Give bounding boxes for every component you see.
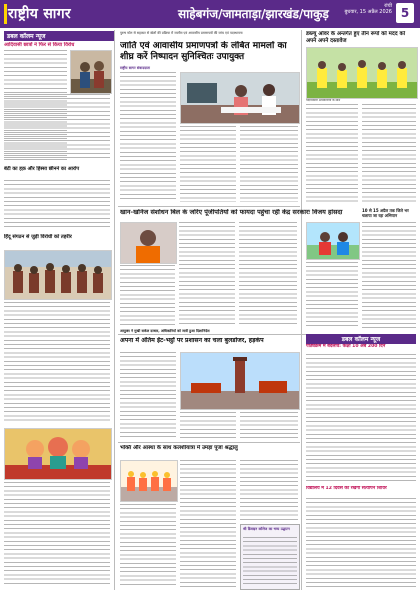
mid-portrait-photo — [120, 222, 177, 264]
lead-photo — [180, 72, 300, 124]
masthead — [0, 0, 420, 28]
right-lower-story1-body — [306, 354, 416, 482]
divider — [118, 442, 300, 443]
right-top-body-col2 — [362, 104, 416, 204]
mid-body-col3 — [239, 222, 297, 325]
date-city: रांची — [384, 3, 392, 9]
right-mid-photo — [306, 222, 360, 260]
lower-side-body-col3 — [240, 460, 298, 520]
right-top-photo — [306, 47, 418, 99]
lower-side-body-col2 — [180, 460, 236, 588]
left-story2-title: बेटी का हक़ और हिस्सा छीनने का आरोप — [4, 166, 80, 172]
left-group-photo — [4, 250, 112, 300]
right-mid-body-col1 — [306, 262, 358, 328]
mid-headline: खान-खनिज संशोधन बिल के जरिए पूंजीपतियों को फायदा पहुंचा रही केंद्र सरकारः विजय हांसदा — [120, 209, 343, 216]
college-ad-body — [243, 537, 297, 587]
left-story2-body — [4, 180, 110, 230]
right-top-body-col1 — [306, 104, 358, 204]
mid-body-col1 — [120, 265, 175, 325]
column-divider — [114, 30, 115, 590]
right-mid-body-col2 — [362, 222, 416, 328]
column-divider — [301, 30, 302, 590]
left-story1-body-cont — [4, 94, 110, 160]
right-lower-story2-body — [306, 498, 416, 588]
lower-body-col2 — [180, 412, 236, 438]
lead-headline: जाति एवं आवासीय प्रमाणपत्रों के लंबित मामलों का शीघ्र करें निष्पादन सुनिश्चितः उपायुक्त — [120, 41, 287, 62]
lead-body-col2 — [180, 126, 236, 202]
left-deity-photo — [4, 428, 112, 480]
college-ad-title: श्री डिवाइन कॉलेज का भव्य उद्घाटन — [243, 527, 290, 531]
left-story1-title: आदिवासी छात्रों ने फिर से किया विरोध — [4, 42, 75, 48]
left-story3-body — [4, 302, 110, 422]
lead-body-col3 — [240, 126, 298, 202]
left-story1-photo — [70, 50, 112, 94]
lower-body-col1 — [120, 352, 176, 438]
divider — [118, 206, 300, 207]
page-number: 5 — [396, 3, 414, 23]
right-mid-headline: 10 से 15 अप्रैल तक जिले भर चलाया जा रहा अभियान — [362, 208, 409, 218]
top-strip-text: पुरुष फोन से सहकार से खेलों की प्रक्रिया में जातीय एवं आवासीय प्रमाणपत्रों की जांच एवं पदस्थापना — [120, 31, 243, 35]
lower-kiln-photo — [180, 352, 300, 410]
lower-headline: अपना में अंतिम ईंट-भट्ठों पर प्रशासन का चला बुलडोजर, हड़कंप — [120, 337, 264, 344]
edition-title: साहेबगंज/जामताड़ा/झारखंड/पाकुड़ — [178, 7, 329, 21]
lower-side-body-col1 — [120, 504, 176, 588]
right-lower-story2-title: विद्यालय में 12 दिवस का रखेगा सत्यापन शिविर — [306, 486, 387, 491]
lead-byline: राष्ट्रीय सागर संवाददाता — [120, 66, 150, 70]
lower-side-headline: भक्ति और आस्था के साथ कलशीयात्रा में उमड़ा पूजा श्रद्धालु — [120, 445, 238, 451]
left-story4-body — [4, 482, 110, 586]
right-top-headline: डब्ल्यू ओवर के अन्तर्गत हुए तीन रूपों को मदद को अपने अपने दस्तावेज — [306, 31, 406, 44]
college-ad-box — [240, 524, 300, 590]
mid-body-col2 — [179, 222, 235, 325]
newspaper-title: राष्ट्रीय सागर — [8, 6, 71, 22]
left-story3-title: हिंदू संगठन से जुड़ी विरोधी को तहरीर — [4, 234, 72, 240]
date-text: बुधवार, 15 अप्रैल 2026 — [344, 9, 392, 15]
lead-body-col1 — [120, 72, 176, 202]
left-section-label: डबल कॉलम न्यूज — [4, 31, 114, 41]
right-section-label: डबल कॉलम न्यूज — [306, 334, 416, 344]
lower-procession-photo — [120, 460, 178, 502]
right-lower-story1-title: पाठ्यक्रम में बदलाव: कक्षा 10 अब 200 दिन — [306, 344, 386, 349]
date-box — [330, 3, 392, 15]
lower-body-col3 — [240, 412, 298, 438]
right-top-caption: पदाधिकारी अधिकारियों के साथ — [306, 99, 341, 102]
brand-mark — [4, 4, 7, 24]
mid-side-headline: आयुक्त ने मुखी सर्कल दरबार, अधिकारियों को जारी हुआ दिशानिर्देश — [120, 329, 210, 333]
